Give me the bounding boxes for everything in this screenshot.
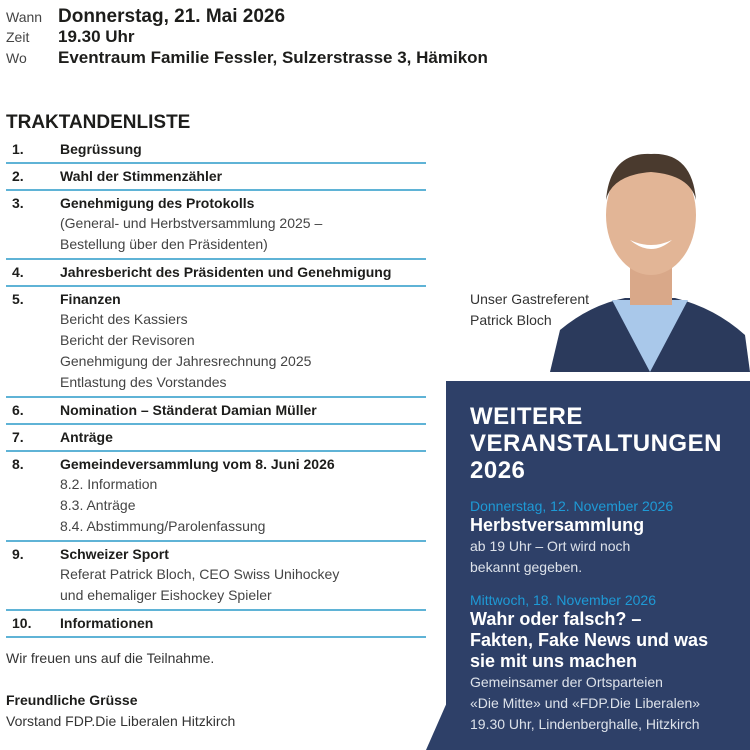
- agenda-subitem: und ehemaliger Eishockey Spieler: [60, 587, 272, 603]
- greeting: Freundliche Grüsse: [6, 692, 138, 708]
- events-title-line: WEITERE: [470, 403, 583, 430]
- agenda-title: TRAKTANDENLISTE: [6, 112, 191, 133]
- agenda-item-number: 3.: [12, 195, 24, 211]
- event-title-line: Herbstversammlung: [470, 515, 645, 535]
- agenda-item: [6, 611, 426, 638]
- event-title-line: Wahr oder falsch? –: [470, 609, 642, 629]
- agenda-subitem: 8.4. Abstimmung/Parolenfassung: [60, 518, 266, 534]
- agenda-item-title: Schweizer Sport: [60, 546, 169, 562]
- agenda-item-number: 4.: [12, 264, 24, 280]
- events-panel: [446, 381, 750, 750]
- agenda-item: [6, 287, 426, 398]
- agenda-subitem: (General- und Herbstversammlung 2025 –: [60, 215, 323, 231]
- meta-label: Zeit: [6, 29, 30, 45]
- agenda-subitem: 8.3. Anträge: [60, 497, 136, 513]
- agenda-item-body: [60, 166, 426, 186]
- agenda-item-number: 9.: [12, 546, 24, 562]
- meta-label: Wo: [6, 50, 27, 66]
- agenda-item-body: [60, 262, 426, 282]
- agenda-subitem: Entlastung des Vorstandes: [60, 374, 227, 390]
- event-title-line: sie mit uns machen: [470, 651, 638, 671]
- event-item: [470, 498, 750, 578]
- meta-row: [6, 27, 488, 48]
- meta-row: [6, 48, 488, 69]
- agenda-item-title: Gemeindeversammlung vom 8. Juni 2026: [60, 456, 335, 472]
- events-title-line: VERANSTALTUNGEN: [470, 430, 722, 457]
- agenda-item-number: 2.: [12, 168, 24, 184]
- agenda-item-title: Wahl der Stimmenzähler: [60, 168, 223, 184]
- agenda-item-body: [60, 400, 426, 420]
- meta-value: Eventraum Familie Fessler, Sulzerstrasse 3, Hämikon: [58, 48, 488, 67]
- events-title: [470, 403, 750, 484]
- meta-value: Donnerstag, 21. Mai 2026: [58, 6, 286, 27]
- agenda-item-body: [60, 289, 426, 393]
- agenda-list: [6, 137, 426, 638]
- signature: Vorstand FDP.Die Liberalen Hitzkirch: [6, 713, 236, 729]
- events-title-line: 2026: [470, 457, 526, 484]
- agenda-item-title: Informationen: [60, 615, 154, 631]
- agenda-item-number: 10.: [12, 615, 32, 631]
- closing-text: Wir freuen uns auf die Teilnahme.: [6, 650, 215, 666]
- events-panel-corner: [426, 700, 448, 750]
- event-item: [470, 592, 750, 735]
- meta-row: [6, 6, 488, 27]
- event-description-line: Gemeinsamer der Ortsparteien: [470, 674, 663, 690]
- event-date: Donnerstag, 12. November 2026: [470, 498, 674, 514]
- agenda-item: [6, 542, 426, 611]
- agenda-item-title: Finanzen: [60, 291, 121, 307]
- agenda-item-body: [60, 139, 426, 159]
- agenda-item-number: 1.: [12, 141, 24, 157]
- event-description-line: 19.30 Uhr, Lindenberghalle, Hitzkirch: [470, 716, 700, 732]
- agenda-item-number: 7.: [12, 429, 24, 445]
- event-date: Mittwoch, 18. November 2026: [470, 592, 656, 608]
- agenda-item-title: Jahresbericht des Präsidenten und Genehmigung: [60, 264, 392, 280]
- agenda-item-number: 8.: [12, 456, 24, 472]
- agenda-item: [6, 191, 426, 260]
- agenda-item-number: 6.: [12, 402, 24, 418]
- agenda-item: [6, 137, 426, 164]
- event-description-line: ab 19 Uhr – Ort wird noch: [470, 538, 631, 554]
- agenda-subitem: Genehmigung der Jahresrechnung 2025: [60, 353, 312, 369]
- event-description-line: bekannt gegeben.: [470, 559, 583, 575]
- meta-label: Wann: [6, 9, 43, 25]
- agenda-item-title: Begrüssung: [60, 141, 142, 157]
- agenda-item: [6, 398, 426, 425]
- agenda-subitem: Bericht der Revisoren: [60, 332, 195, 348]
- agenda-subitem: Referat Patrick Bloch, CEO Swiss Unihockey: [60, 566, 340, 582]
- agenda-item-body: [60, 613, 426, 633]
- agenda-item-body: [60, 454, 426, 537]
- event-description-line: «Die Mitte» und «FDP.Die Liberalen»: [470, 695, 701, 711]
- agenda-item-body: [60, 544, 426, 606]
- event-details: [6, 6, 488, 69]
- guest-speaker-photo: [550, 140, 750, 372]
- agenda-subitem: 8.2. Information: [60, 476, 158, 492]
- agenda-subitem: Bestellung über den Präsidenten): [60, 236, 268, 252]
- agenda-item: [6, 164, 426, 191]
- agenda-item: [6, 452, 426, 542]
- agenda-item-title: Anträge: [60, 429, 113, 445]
- guest-name: Patrick Bloch: [470, 312, 552, 328]
- guest-caption-line: Unser Gastreferent: [470, 291, 590, 307]
- agenda-item-body: [60, 193, 426, 255]
- event-title-line: Fakten, Fake News und was: [470, 630, 709, 650]
- agenda-item-body: [60, 427, 426, 447]
- guest-caption: [470, 289, 589, 331]
- meta-value: 19.30 Uhr: [58, 27, 135, 46]
- agenda-item-title: Genehmigung des Protokolls: [60, 195, 255, 211]
- agenda-item-title: Nomination – Ständerat Damian Müller: [60, 402, 317, 418]
- agenda-item: [6, 260, 426, 287]
- agenda-subitem: Bericht des Kassiers: [60, 311, 188, 327]
- agenda-item-number: 5.: [12, 291, 24, 307]
- agenda-item: [6, 425, 426, 452]
